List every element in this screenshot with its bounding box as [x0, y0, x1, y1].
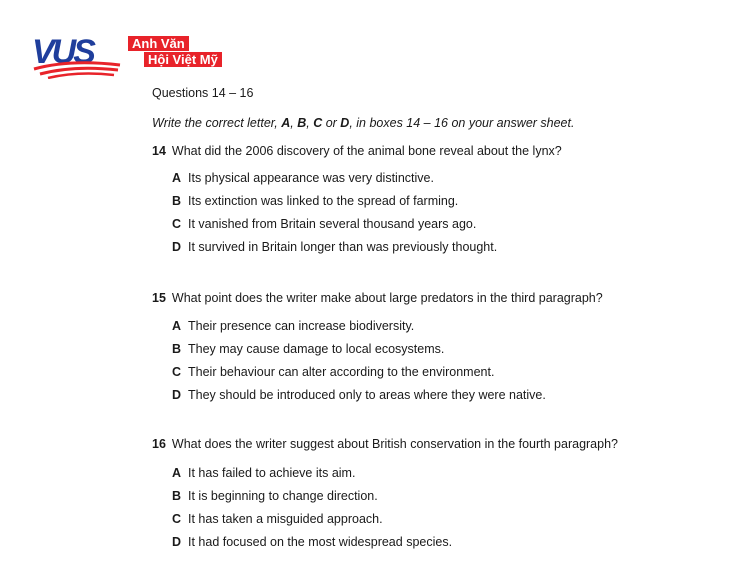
- question-15: [152, 291, 742, 402]
- instruction-text: Write the correct letter, A, B, C or D, in boxes 14 – 16 on your answer sheet.: [152, 116, 575, 130]
- question-text: What point does the writer make about large predators in the third paragraph?: [171, 291, 603, 305]
- question-number: 15: [152, 291, 166, 305]
- option-14-c: C It vanished from Britain several thousand years ago.: [172, 217, 477, 231]
- question-text: What does the writer suggest about British conservation in the fourth paragraph?: [171, 437, 618, 451]
- question-14: [152, 144, 742, 254]
- vus-logo: [30, 33, 240, 81]
- option-14-a: A Its physical appearance was very distinctive.: [172, 171, 434, 185]
- option-15-d: D They should be introduced only to areas where they were native.: [172, 388, 546, 402]
- vus-logo-mark: [30, 33, 126, 79]
- brand-name-line1: Anh Văn: [128, 36, 189, 51]
- option-15-c: C Their behaviour can alter according to the environment.: [172, 365, 495, 379]
- option-14-b: B Its extinction was linked to the spread of farming.: [172, 194, 459, 208]
- option-14-d: D It survived in Britain longer than was previously thought.: [172, 240, 498, 254]
- logo-text: VUS: [32, 33, 93, 71]
- question-16: [152, 437, 742, 549]
- question-number: 14: [152, 144, 166, 158]
- option-16-c: C It has taken a misguided approach.: [172, 512, 383, 526]
- question-text: What did the 2006 discovery of the animal bone reveal about the lynx?: [171, 144, 562, 158]
- option-16-a: A It has failed to achieve its aim.: [172, 466, 356, 480]
- section-title: Questions 14 – 16: [152, 86, 254, 100]
- option-16-b: B It is beginning to change direction.: [172, 489, 378, 503]
- option-16-d: D It had focused on the most widespread species.: [172, 535, 453, 549]
- option-15-b: B They may cause damage to local ecosystems.: [172, 342, 445, 356]
- brand-name-line2: Hội Việt Mỹ: [144, 52, 222, 67]
- question-number: 16: [152, 437, 166, 451]
- option-15-a: A Their presence can increase biodiversity.: [172, 319, 415, 333]
